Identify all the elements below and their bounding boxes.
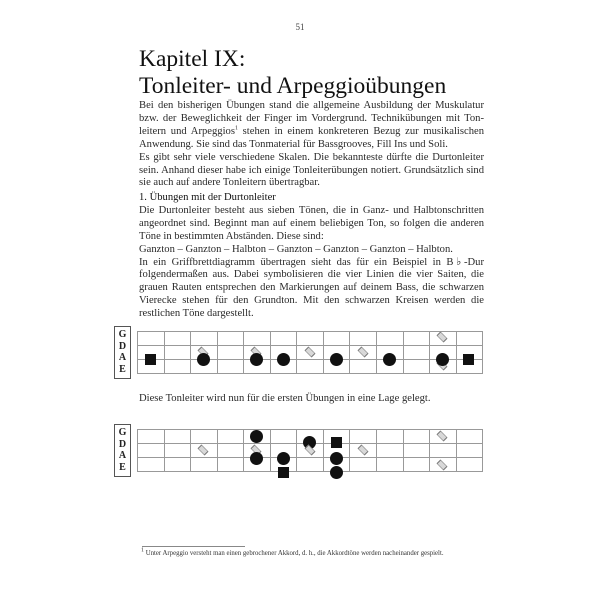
string-label-a: A: [118, 352, 127, 364]
fret-line: [296, 429, 297, 472]
fret-line: [376, 429, 377, 472]
fret-line: [376, 331, 377, 374]
scale-note-circle-icon: [197, 353, 210, 366]
string-line: [137, 471, 482, 472]
scale-note-circle-icon: [277, 452, 290, 465]
text-line: In ein Griffbrettdiagramm übertragen sieht das für ein Beispiel in B♭-Dur: [139, 256, 484, 268]
fret-marker-diamond-icon: [304, 347, 315, 358]
footnote-reference[interactable]: 1: [234, 125, 238, 132]
scale-note-circle-icon: [330, 452, 343, 465]
string-labels: [114, 326, 131, 379]
fret-line: [323, 429, 324, 472]
text-line: Ganzton – Ganzton – Halbton – Ganzton – Ganzton – Ganzton – Halbton.: [139, 243, 453, 255]
fret-line: [349, 331, 350, 374]
string-label-g: G: [118, 328, 127, 340]
fretboard-diagram-bb-major-scale: [114, 324, 486, 382]
scale-note-circle-icon: [250, 430, 263, 443]
text-line: restlichen Töne dargestellt.: [139, 308, 254, 320]
fret-grid: [137, 429, 482, 472]
fret-line: [270, 429, 271, 472]
text-line: sie auch auf andere Tonleitern übertragbar.: [139, 177, 320, 189]
text-line: [139, 126, 484, 139]
fret-marker-diamond-icon: [437, 332, 448, 343]
footnote-marker: 1: [141, 547, 144, 554]
scale-note-circle-icon: [250, 452, 263, 465]
fret-line: [349, 429, 350, 472]
text-fragment: leitern und Arpeggios: [139, 125, 235, 137]
footnote-divider: [142, 546, 245, 547]
fret-line: [217, 429, 218, 472]
string-line: [137, 373, 482, 374]
text-line: Anwendung. Sie sind das Tonmaterial für Bassgrooves, Fill Ins und Soli.: [139, 138, 448, 150]
fret-line: [217, 331, 218, 374]
scale-note-circle-icon: [330, 466, 343, 479]
fret-line: [456, 331, 457, 374]
fret-line: [137, 429, 138, 472]
fret-marker-diamond-icon: [437, 431, 448, 442]
fret-line: [403, 331, 404, 374]
text-line: Es gibt sehr viele verschiedene Skalen. Die bekannteste dürfte die Durtonleiter: [139, 151, 484, 163]
section-durtonleiter: [139, 192, 484, 321]
root-note-square-icon: [278, 467, 289, 478]
string-line: [137, 429, 482, 430]
text-line: angeordnet sind. Beginnt man auf einem beliebigen Ton, so folgen die anderen: [139, 217, 484, 229]
string-line: [137, 457, 482, 458]
page-number: 51: [295, 22, 305, 32]
scale-note-circle-icon: [250, 353, 263, 366]
intro-paragraph: [139, 100, 484, 190]
root-note-square-icon: [145, 354, 156, 365]
text-line: Töne in bestimmten Abständen. Diese sind:: [139, 230, 324, 242]
string-line: [137, 345, 482, 346]
text-line: sein. Anhand dieser habe ich einige Tonleiterübungen notiert. Grundsätzlich sind: [139, 164, 484, 176]
fret-line: [164, 429, 165, 472]
fret-line: [296, 331, 297, 374]
string-label-e: E: [119, 364, 126, 376]
text-line: bzw. der Beweglichkeit der Finger im Vordergrund. Technikübungen mit Ton-: [139, 112, 484, 124]
scale-note-circle-icon: [330, 353, 343, 366]
text-line: Bei den bisherigen Übungen stand die allgemeine Ausbildung der Muskulatur: [139, 100, 484, 111]
fret-line: [190, 331, 191, 374]
fret-grid: [137, 331, 482, 374]
string-label-e: E: [119, 462, 126, 474]
fretboard-diagram-position: [114, 422, 486, 480]
scale-note-circle-icon: [277, 353, 290, 366]
footnote-text: Unter Arpeggio versteht man einen gebrochener Akkord, d. h., die Akkordtöne werden nacheinander gespielt.: [144, 550, 444, 557]
fret-line: [243, 331, 244, 374]
fret-line: [456, 429, 457, 472]
fret-line: [243, 429, 244, 472]
root-note-square-icon: [331, 437, 342, 448]
chapter-title-line1: Kapitel IX:: [139, 46, 246, 72]
string-line: [137, 331, 482, 332]
chapter-title-line2: Tonleiter- und Arpeggioübungen: [139, 73, 447, 99]
string-label-a: A: [118, 450, 127, 462]
section-heading: 1. Übungen mit der Durtonleiter: [139, 192, 276, 203]
diagram-caption: Diese Tonleiter wird nun für die ersten Übungen in eine Lage gelegt.: [139, 393, 431, 404]
text-fragment: stehen in einem konkreteren Bezug zur musikalischen: [237, 125, 484, 137]
fret-line: [190, 429, 191, 472]
root-note-square-icon: [463, 354, 474, 365]
fret-line: [323, 331, 324, 374]
string-label-d: D: [118, 340, 127, 352]
text-line: Die Durtonleiter besteht aus sieben Tönen, die in Ganz- und Halbtonschritten: [139, 204, 484, 216]
fret-marker-diamond-icon: [357, 445, 368, 456]
string-label-g: G: [118, 426, 127, 438]
fret-marker-diamond-icon: [198, 445, 209, 456]
fret-marker-diamond-icon: [357, 347, 368, 358]
string-label-d: D: [118, 438, 127, 450]
fret-line: [270, 331, 271, 374]
fret-line: [429, 331, 430, 374]
string-line: [137, 359, 482, 360]
fret-line: [137, 331, 138, 374]
footnote: [141, 547, 444, 557]
text-line: grauen Rauten entsprechen den Markierungen auf deinem Bass, die schwarzen: [139, 282, 484, 294]
fret-line: [403, 429, 404, 472]
fret-line: [482, 429, 483, 472]
fret-marker-diamond-icon: [437, 460, 448, 471]
text-line: Vierecke stehen für den Grundton. Mit den schwarzen Kreisen werden die: [139, 295, 484, 307]
string-labels: [114, 424, 131, 477]
fret-line: [429, 429, 430, 472]
text-line: folgendermaßen aus. Dabei symbolisieren die vier Linien die vier Saiten, die: [139, 269, 484, 281]
fret-line: [164, 331, 165, 374]
chapter-title: [139, 46, 499, 100]
scale-note-circle-icon: [383, 353, 396, 366]
scale-note-circle-icon: [436, 353, 449, 366]
fret-line: [482, 331, 483, 374]
